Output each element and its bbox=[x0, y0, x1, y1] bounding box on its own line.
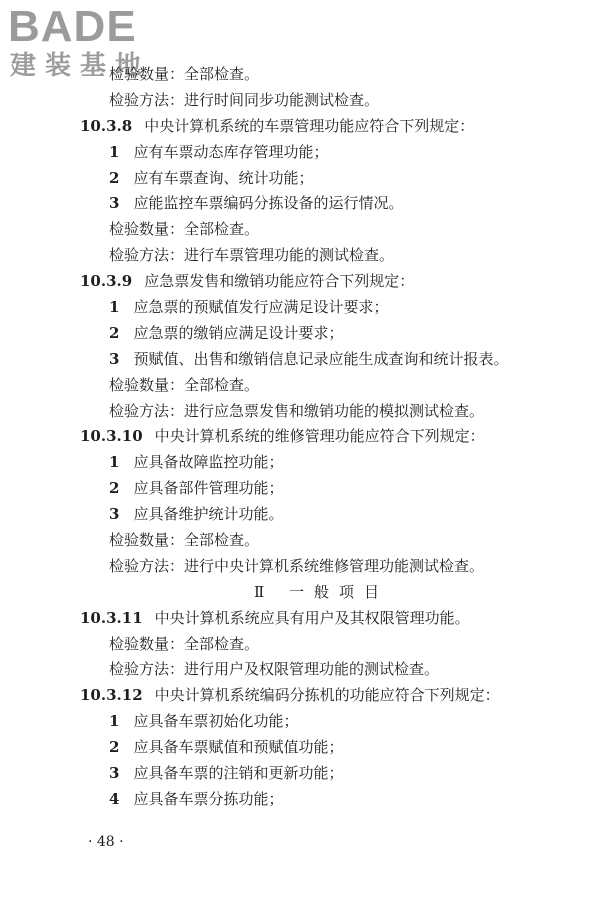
list-item bbox=[0, 295, 600, 321]
article-number: 10.3.12 bbox=[80, 686, 143, 705]
line-text: 中央计算机系统的车票管理功能应符合下列规定： bbox=[144, 116, 475, 135]
inspection-line bbox=[0, 632, 600, 658]
item-number: 1 bbox=[109, 298, 120, 317]
line-text: Ⅱ 一般项目 bbox=[254, 582, 389, 601]
item-number: 3 bbox=[109, 349, 120, 368]
list-item bbox=[0, 450, 600, 476]
line-text: 中央计算机系统的维修管理功能应符合下列规定： bbox=[154, 427, 485, 446]
line-text: 预赋值、出售和缴销信息记录应能生成查询和统计报表。 bbox=[133, 349, 509, 368]
article-heading bbox=[0, 269, 600, 295]
line-text: 检验数量：全部检查。 bbox=[109, 634, 260, 653]
list-item bbox=[0, 321, 600, 347]
line-text: 应有车票查询、统计功能； bbox=[133, 168, 314, 187]
list-item bbox=[0, 191, 600, 217]
list-item bbox=[0, 166, 600, 192]
page-number: · 48 · bbox=[88, 834, 124, 850]
item-number: 2 bbox=[109, 479, 120, 498]
watermark-brand: BADE bbox=[8, 2, 137, 51]
article-heading bbox=[0, 114, 600, 140]
section-heading bbox=[0, 580, 600, 606]
line-text: 应具备车票分拣功能； bbox=[133, 789, 284, 808]
watermark-subtitle: 建装基地 bbox=[10, 51, 151, 81]
item-number: 1 bbox=[109, 142, 120, 161]
article-heading bbox=[0, 424, 600, 450]
line-text: 中央计算机系统编码分拣机的功能应符合下列规定： bbox=[154, 686, 500, 705]
article-heading bbox=[0, 683, 600, 709]
inspection-line bbox=[0, 62, 600, 88]
item-number: 3 bbox=[109, 194, 120, 213]
list-item bbox=[0, 140, 600, 166]
item-number: 1 bbox=[109, 712, 120, 731]
article-number: 10.3.8 bbox=[80, 116, 133, 135]
line-text: 应有车票动态库存管理功能； bbox=[133, 142, 329, 161]
line-text: 检验方法：进行车票管理功能的测试检查。 bbox=[109, 246, 395, 265]
list-item bbox=[0, 476, 600, 502]
inspection-line bbox=[0, 554, 600, 580]
document-body bbox=[0, 62, 600, 813]
inspection-line bbox=[0, 243, 600, 269]
article-number: 10.3.9 bbox=[80, 272, 133, 291]
line-text: 检验数量：全部检查。 bbox=[109, 65, 260, 83]
article-number: 10.3.10 bbox=[80, 427, 143, 446]
line-text: 中央计算机系统应具有用户及其权限管理功能。 bbox=[154, 608, 470, 627]
line-text: 应急票的缴销应满足设计要求； bbox=[133, 323, 344, 342]
list-item bbox=[0, 347, 600, 373]
list-item bbox=[0, 735, 600, 761]
list-item bbox=[0, 709, 600, 735]
inspection-line bbox=[0, 399, 600, 425]
inspection-line bbox=[0, 657, 600, 683]
article-heading bbox=[0, 606, 600, 632]
line-text: 应具备车票赋值和预赋值功能； bbox=[133, 738, 344, 757]
inspection-line bbox=[0, 373, 600, 399]
line-text: 应急票发售和缴销功能应符合下列规定： bbox=[144, 272, 415, 291]
item-number: 3 bbox=[109, 505, 120, 524]
list-item bbox=[0, 787, 600, 813]
line-text: 应具备车票初始化功能； bbox=[133, 712, 299, 731]
line-text: 应具备部件管理功能； bbox=[133, 479, 284, 498]
line-text: 检验方法：进行用户及权限管理功能的测试检查。 bbox=[109, 660, 440, 679]
line-text: 应具备故障监控功能； bbox=[133, 453, 284, 472]
line-text: 应急票的预赋值发行应满足设计要求； bbox=[133, 298, 389, 317]
line-text: 检验方法：进行时间同步功能测试检查。 bbox=[109, 90, 380, 109]
line-text: 应能监控车票编码分拣设备的运行情况。 bbox=[133, 194, 404, 213]
line-text: 检验方法：进行应急票发售和缴销功能的模拟测试检查。 bbox=[109, 401, 485, 420]
item-number: 2 bbox=[109, 323, 120, 342]
item-number: 2 bbox=[109, 738, 120, 757]
item-number: 1 bbox=[109, 453, 120, 472]
article-number: 10.3.11 bbox=[80, 608, 143, 627]
list-item bbox=[0, 761, 600, 787]
inspection-line bbox=[0, 88, 600, 114]
line-text: 检验方法：进行中央计算机系统维修管理功能测试检查。 bbox=[109, 556, 485, 575]
list-item bbox=[0, 502, 600, 528]
inspection-line bbox=[0, 217, 600, 243]
item-number: 4 bbox=[109, 789, 120, 808]
line-text: 检验数量：全部检查。 bbox=[109, 220, 260, 239]
item-number: 2 bbox=[109, 168, 120, 187]
item-number: 3 bbox=[109, 764, 120, 783]
line-text: 检验数量：全部检查。 bbox=[109, 531, 260, 550]
line-text: 应具备维护统计功能。 bbox=[133, 505, 284, 524]
line-text: 检验数量：全部检查。 bbox=[109, 375, 260, 394]
inspection-line bbox=[0, 528, 600, 554]
line-text: 应具备车票的注销和更新功能； bbox=[133, 764, 344, 783]
